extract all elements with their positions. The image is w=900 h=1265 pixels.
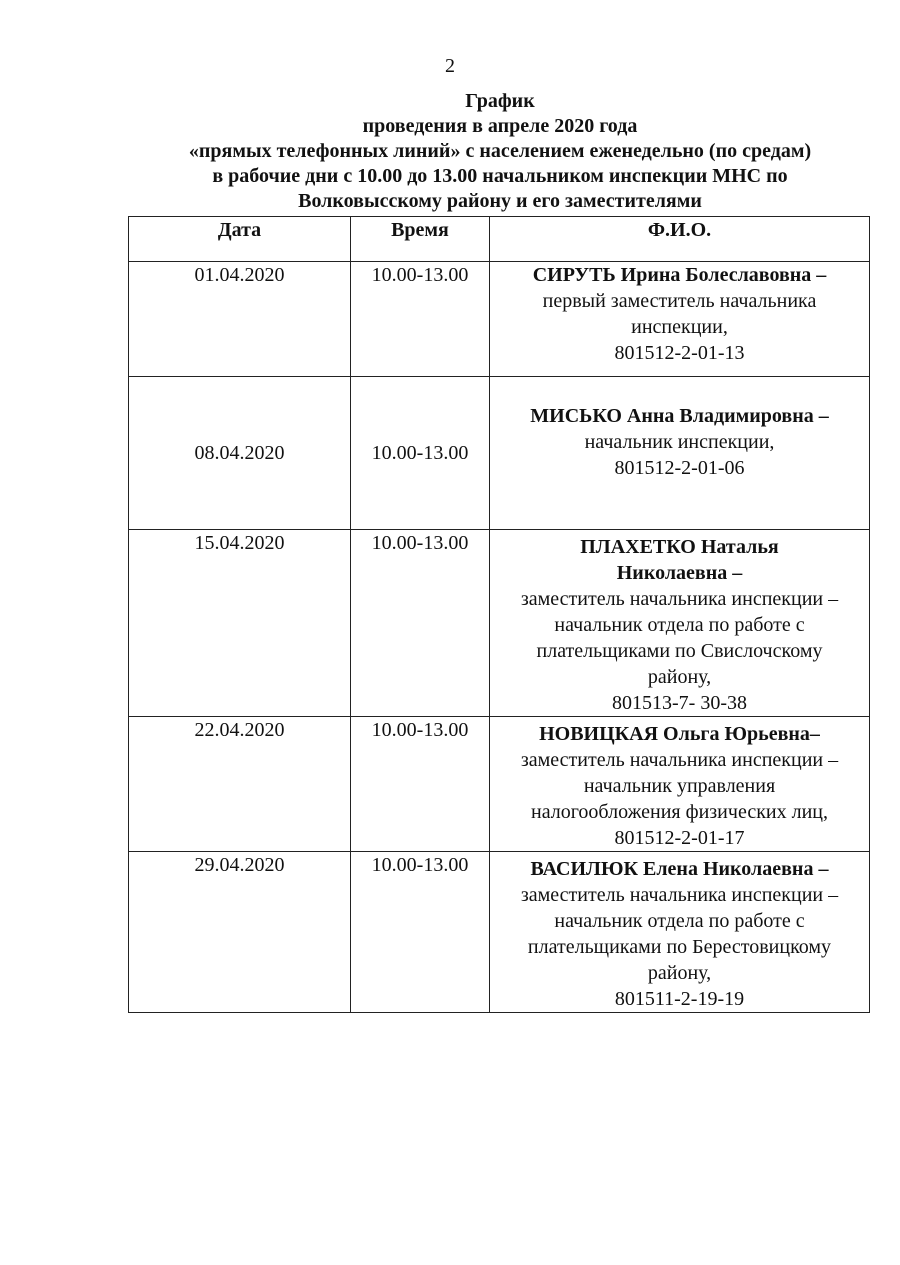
heading-line-4: в рабочие дни с 10.00 до 13.00 начальником инспекции МНС по (212, 165, 788, 187)
person-name: ВАСИЛЮК Елена Николаевна – (530, 858, 829, 880)
table-row (129, 852, 870, 1013)
heading-line-5: Волковысскому району и его заместителями (298, 190, 702, 212)
person-position: плательщиками по Свислочскому (536, 640, 823, 662)
person-position: заместитель начальника инспекции – (520, 588, 839, 610)
cell-date: 22.04.2020 (129, 717, 351, 852)
person-name: ПЛАХЕТКО Наталья (580, 536, 779, 558)
cell-person (490, 530, 870, 717)
person-position: заместитель начальника инспекции – (520, 884, 839, 906)
person-position: району, (647, 666, 712, 688)
cell-person (490, 717, 870, 852)
cell-date: 01.04.2020 (129, 262, 351, 377)
person-phone: 801513-7- 30-38 (612, 692, 747, 714)
person-name: Николаевна – (616, 562, 743, 584)
person-position: начальник инспекции, (584, 431, 775, 453)
person-phone: 801512-2-01-17 (614, 827, 745, 849)
person-name: МИСЬКО Анна Владимировна – (530, 405, 829, 427)
person-position: району, (647, 962, 712, 984)
cell-date: 08.04.2020 (129, 377, 351, 530)
table-row (129, 530, 870, 717)
cell-person (490, 377, 870, 530)
schedule-table (128, 216, 870, 1013)
person-position: плательщиками по Берестовицкому (527, 936, 832, 958)
person-position: заместитель начальника инспекции – (520, 749, 839, 771)
table-header-row (129, 217, 870, 262)
heading-title: График (465, 90, 535, 112)
table-row (129, 717, 870, 852)
person-name: СИРУТЬ Ирина Болеславовна – (532, 264, 827, 286)
cell-date: 29.04.2020 (129, 852, 351, 1013)
person-phone: 801511-2-19-19 (614, 988, 745, 1010)
cell-time: 10.00-13.00 (351, 717, 490, 852)
cell-person (490, 262, 870, 377)
cell-time: 10.00-13.00 (351, 530, 490, 717)
document-heading (100, 89, 900, 214)
cell-person (490, 852, 870, 1013)
person-position: начальник управления (583, 775, 776, 797)
table-row (129, 377, 870, 530)
table-row (129, 262, 870, 377)
person-phone: 801512-2-01-13 (614, 342, 745, 364)
cell-date: 15.04.2020 (129, 530, 351, 717)
person-position: налогообложения физических лиц, (530, 801, 829, 823)
person-position: инспекции, (631, 316, 728, 338)
column-header-date: Дата (129, 217, 351, 262)
cell-time: 10.00-13.00 (351, 377, 490, 530)
cell-time: 10.00-13.00 (351, 852, 490, 1013)
column-header-name: Ф.И.О. (490, 217, 870, 262)
page-number: 2 (445, 55, 455, 77)
person-phone: 801512-2-01-06 (614, 457, 745, 479)
person-name: НОВИЦКАЯ Ольга Юрьевна– (539, 723, 820, 745)
heading-line-2: проведения в апреле 2020 года (362, 115, 638, 137)
person-position: первый заместитель начальника (542, 290, 817, 312)
heading-line-3: «прямых телефонных линий» с населением еженедельно (по средам) (188, 140, 812, 162)
person-position: начальник отдела по работе с (554, 614, 805, 636)
cell-time: 10.00-13.00 (351, 262, 490, 377)
person-position: начальник отдела по работе с (554, 910, 805, 932)
column-header-time: Время (351, 217, 490, 262)
